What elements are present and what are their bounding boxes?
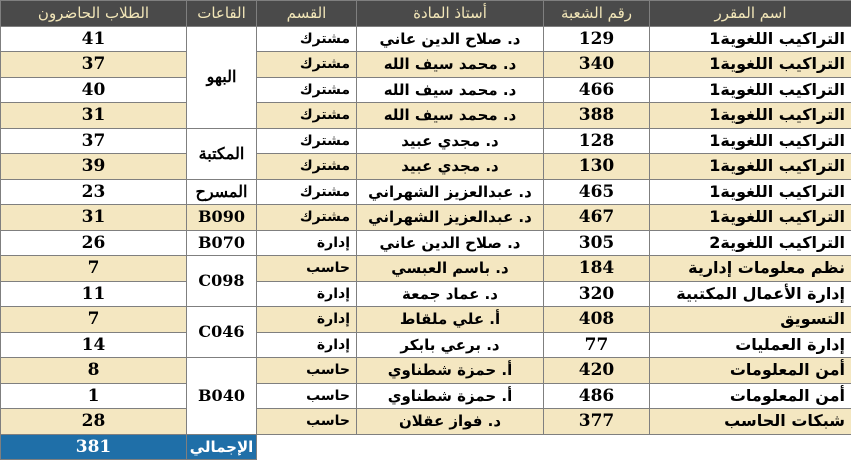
attendees-cell: 8 xyxy=(1,358,187,384)
section-cell: 129 xyxy=(544,26,650,52)
header-attendees: الطلاب الحاضرون xyxy=(1,1,187,27)
department-cell: إدارة xyxy=(257,230,357,256)
section-cell: 467 xyxy=(544,205,650,231)
header-instructor: أستاذ المادة xyxy=(357,1,544,27)
department-cell: مشترك xyxy=(257,128,357,154)
section-cell: 128 xyxy=(544,128,650,154)
hall-cell: C098 xyxy=(187,256,257,307)
department-cell: مشترك xyxy=(257,179,357,205)
hall-cell: B090 xyxy=(187,205,257,231)
section-cell: 377 xyxy=(544,409,650,435)
section-cell: 388 xyxy=(544,103,650,129)
course-cell: نظم معلومات إدارية xyxy=(650,256,851,282)
section-cell: 465 xyxy=(544,179,650,205)
course-cell: التراكيب اللغوية1 xyxy=(650,154,851,180)
department-cell: حاسب xyxy=(257,383,357,409)
attendees-cell: 7 xyxy=(1,307,187,333)
course-cell: التراكيب اللغوية1 xyxy=(650,128,851,154)
section-cell: 305 xyxy=(544,230,650,256)
section-cell: 130 xyxy=(544,154,650,180)
attendees-cell: 14 xyxy=(1,332,187,358)
instructor-cell: د. محمد سيف الله xyxy=(357,103,544,129)
course-cell: التراكيب اللغوية1 xyxy=(650,52,851,78)
instructor-cell: د. فواز عقلان xyxy=(357,409,544,435)
table-row xyxy=(1,154,851,180)
department-cell: إدارة xyxy=(257,332,357,358)
attendees-cell: 31 xyxy=(1,103,187,129)
department-cell: مشترك xyxy=(257,26,357,52)
course-cell: أمن المعلومات xyxy=(650,383,851,409)
instructor-cell: د. عبدالعزيز الشهراني xyxy=(357,179,544,205)
header-row xyxy=(1,1,851,27)
attendees-cell: 23 xyxy=(1,179,187,205)
department-cell: إدارة xyxy=(257,281,357,307)
attendees-cell: 7 xyxy=(1,256,187,282)
course-cell: إدارة الأعمال المكتبية xyxy=(650,281,851,307)
hall-cell: B070 xyxy=(187,230,257,256)
hall-cell: المكتبة xyxy=(187,128,257,179)
course-cell: التراكيب اللغوية1 xyxy=(650,77,851,103)
instructor-cell: د. صلاح الدين عاني xyxy=(357,230,544,256)
section-cell: 320 xyxy=(544,281,650,307)
attendees-cell: 40 xyxy=(1,77,187,103)
department-cell: مشترك xyxy=(257,154,357,180)
attendees-cell: 41 xyxy=(1,26,187,52)
instructor-cell: د. برعي بابكر xyxy=(357,332,544,358)
attendees-cell: 37 xyxy=(1,52,187,78)
instructor-cell: د. مجدي عبيد xyxy=(357,128,544,154)
instructor-cell: أ. حمزة شطناوي xyxy=(357,383,544,409)
course-cell: شبكات الحاسب xyxy=(650,409,851,435)
table-row xyxy=(1,307,851,333)
department-cell: مشترك xyxy=(257,52,357,78)
total-value: 381 xyxy=(1,434,187,460)
course-cell: أمن المعلومات xyxy=(650,358,851,384)
section-cell: 466 xyxy=(544,77,650,103)
course-cell: التسويق xyxy=(650,307,851,333)
course-cell: التراكيب اللغوية1 xyxy=(650,205,851,231)
table-row xyxy=(1,103,851,129)
header-halls: القاعات xyxy=(187,1,257,27)
table-row xyxy=(1,409,851,435)
table-row xyxy=(1,256,851,282)
department-cell: مشترك xyxy=(257,77,357,103)
instructor-cell: أ. علي ملقاط xyxy=(357,307,544,333)
hall-cell: المسرح xyxy=(187,179,257,205)
table-row xyxy=(1,128,851,154)
section-cell: 486 xyxy=(544,383,650,409)
department-cell: حاسب xyxy=(257,358,357,384)
table-row xyxy=(1,26,851,52)
hall-cell: C046 xyxy=(187,307,257,358)
instructor-cell: د. مجدي عبيد xyxy=(357,154,544,180)
table-row xyxy=(1,383,851,409)
attendees-cell: 39 xyxy=(1,154,187,180)
course-cell: التراكيب اللغوية1 xyxy=(650,26,851,52)
section-cell: 340 xyxy=(544,52,650,78)
department-cell: حاسب xyxy=(257,409,357,435)
instructor-cell: د. عبدالعزيز الشهراني xyxy=(357,205,544,231)
attendees-cell: 11 xyxy=(1,281,187,307)
table-row xyxy=(1,358,851,384)
table-row xyxy=(1,205,851,231)
hall-cell: البهو xyxy=(187,26,257,128)
table-row xyxy=(1,230,851,256)
table-row xyxy=(1,77,851,103)
instructor-cell: د. محمد سيف الله xyxy=(357,77,544,103)
course-cell: التراكيب اللغوية2 xyxy=(650,230,851,256)
instructor-cell: د. عماد جمعة xyxy=(357,281,544,307)
hall-cell: B040 xyxy=(187,358,257,435)
section-cell: 77 xyxy=(544,332,650,358)
attendees-cell: 28 xyxy=(1,409,187,435)
attendees-cell: 31 xyxy=(1,205,187,231)
section-cell: 184 xyxy=(544,256,650,282)
total-label: الإجمالي xyxy=(187,434,257,460)
table-row xyxy=(1,332,851,358)
instructor-cell: أ. حمزة شطناوي xyxy=(357,358,544,384)
department-cell: مشترك xyxy=(257,205,357,231)
instructor-cell: د. باسم العبسي xyxy=(357,256,544,282)
header-course: اسم المقرر xyxy=(650,1,851,27)
attendees-cell: 26 xyxy=(1,230,187,256)
table-row xyxy=(1,179,851,205)
instructor-cell: د. صلاح الدين عاني xyxy=(357,26,544,52)
table-row xyxy=(1,52,851,78)
department-cell: مشترك xyxy=(257,103,357,129)
attendees-cell: 37 xyxy=(1,128,187,154)
table-row xyxy=(1,281,851,307)
attendees-cell: 1 xyxy=(1,383,187,409)
course-cell: إدارة العمليات xyxy=(650,332,851,358)
section-cell: 420 xyxy=(544,358,650,384)
section-cell: 408 xyxy=(544,307,650,333)
department-cell: حاسب xyxy=(257,256,357,282)
header-section: رقم الشعبة xyxy=(544,1,650,27)
course-cell: التراكيب اللغوية1 xyxy=(650,179,851,205)
header-department: القسم xyxy=(257,1,357,27)
instructor-cell: د. محمد سيف الله xyxy=(357,52,544,78)
department-cell: إدارة xyxy=(257,307,357,333)
course-cell: التراكيب اللغوية1 xyxy=(650,103,851,129)
